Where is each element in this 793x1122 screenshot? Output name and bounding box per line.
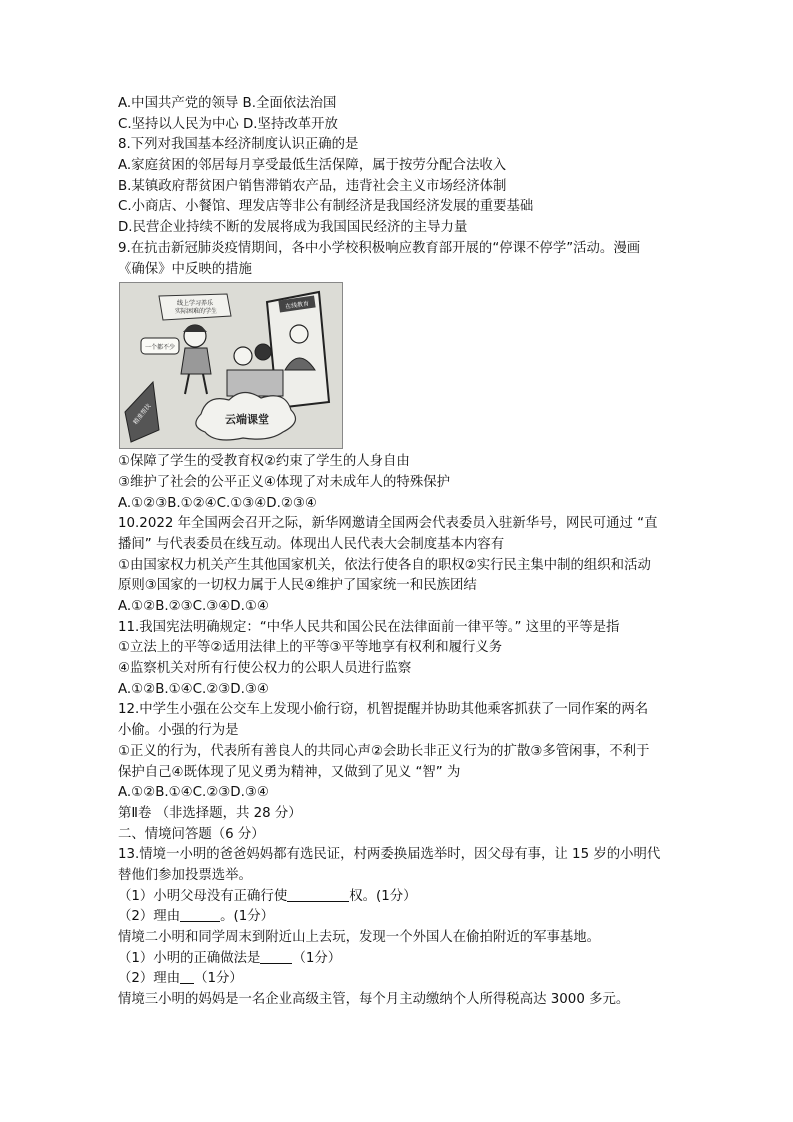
cartoon-sign-text-2: 实际困难的学生: [174, 308, 218, 316]
cartoon-bubble-text: 一个都不少: [144, 344, 176, 352]
scene-2: 情境二小明和同学周末到附近山上去玩，发现一个外国人在偷拍附近的军事基地。: [118, 930, 601, 945]
sub-question-text: （1分）: [194, 971, 243, 987]
text-line: 《确保》中反映的措施: [118, 261, 252, 277]
text-line: C.小商店、小餐馆、理发店等非公有制经济是我国经济发展的重要基础: [118, 199, 534, 215]
text-line: ①保障了学生的受教育权②约束了学生的人身自由: [118, 454, 410, 470]
question-8: 8.下列对我国基本经济制度认识正确的是: [118, 137, 359, 153]
section-title: 第Ⅱ卷 （非选择题，共 28 分）: [118, 805, 302, 821]
text-line: A.①②B.①④C.②③D.③④: [118, 785, 269, 801]
text-line: A.家庭贫困的邻居每月享受最低生活保障，属于按劳分配合法收入: [118, 158, 507, 174]
text-line: 小偷。小强的行为是: [118, 723, 239, 739]
text-line: 播间” 与代表委员在线互动。体现出人民代表大会制度基本内容有: [118, 536, 505, 552]
sub-question-text: （1分）: [292, 950, 342, 966]
sub-question-text: 。(1分）: [220, 909, 275, 925]
sub-question-2: [118, 907, 683, 928]
answer-blank[interactable]: [180, 907, 220, 922]
cartoon-building-text: 精准帮扶: [132, 402, 153, 427]
answer-blank[interactable]: [287, 887, 349, 902]
sub-question-text: （1）小明的正确做法是: [118, 950, 261, 966]
question-9: 9.在抗击新冠肺炎疫情期间，各中小学校积极响应教育部开展的“停课不停学”活动。漫画: [118, 240, 641, 256]
question-10: 10.2022 年全国两会召开之际，新华网邀请全国两会代表委员入驻新华号，网民可通过 “直: [118, 516, 658, 532]
text-line: A.①②③B.①②④C.①③④D.②③④: [118, 495, 317, 511]
answer-blank[interactable]: [180, 969, 194, 984]
cartoon-image: [119, 282, 343, 449]
text-line: ③维护了社会的公平正义④体现了对未成年人的特殊保护: [118, 474, 450, 490]
cartoon-cloud-text: 云端课堂: [225, 413, 269, 427]
sub-question-3: [118, 949, 683, 970]
question-13: 13.情境一小明的爸爸妈妈都有选民证，村两委换届选举时，因父母有事，让 15 岁的小明代: [118, 847, 661, 863]
sub-question-text: （2）理由: [118, 909, 181, 925]
question-12: 12.中学生小强在公交车上发现小偷行窃，机智提醒并协助其他乘客抓获了一同作案的两名: [118, 702, 649, 718]
sub-question-text: （1）小明父母没有正确行使: [118, 888, 288, 904]
text-line: ④监察机关对所有行使公权力的公职人员进行监察: [118, 661, 412, 677]
text-line: A.中国共产党的领导 B.全面依法治国: [118, 96, 337, 111]
text-line: C.坚持以人民为中心 D.坚持改革开放: [118, 116, 338, 132]
answer-blank[interactable]: [260, 949, 292, 964]
cartoon-board-text: 在线教育: [284, 300, 310, 311]
sub-question-text: （2）理由: [118, 971, 181, 987]
text-line: 原则③国家的一切权力属于人民④维护了国家统一和民族团结: [118, 578, 477, 594]
question-11: 11.我国宪法明确规定：“中华人民共和国公民在法律面前一律平等。” 这里的平等是指: [118, 619, 620, 635]
section-subtitle: 二、情境问答题（6 分）: [118, 826, 265, 842]
sub-question-1: [118, 887, 683, 908]
text-line: ①正义的行为，代表所有善良人的共同心声②会助长非正义行为的扩散③多管闲事，不利于: [118, 743, 650, 759]
text-line: D.民营企业持续不断的发展将成为我国国民经济的主导力量: [118, 220, 468, 236]
text-line: A.①②B.②③C.③④D.①④: [118, 599, 269, 614]
text-line: 替他们参加投票选举。: [118, 867, 252, 883]
cartoon-sign-text-1: 线上学习养乐: [176, 300, 214, 308]
scene-3: 情境三小明的妈妈是一名企业高级主管，每个月主动缴纳个人所得税高达 3000 多元。: [118, 992, 630, 1008]
text-line: B.某镇政府帮贫困户销售滞销农产品，违背社会主义市场经济体制: [118, 178, 507, 194]
text-line: 保护自己④既体现了见义勇为精神，又做到了见义 “智” 为: [118, 764, 461, 780]
text-line: ①由国家权力机关产生其他国家机关，依法行使各自的职权②实行民主集中制的组织和活动: [118, 557, 651, 573]
text-line: ①立法上的平等②适用法律上的平等③平等地享有权利和履行义务: [118, 640, 503, 656]
sub-question-4: [118, 969, 683, 990]
exam-page: [118, 94, 683, 1011]
sub-question-text: 权。(1分）: [349, 888, 417, 904]
text-line: A.①②B.①④C.②③D.③④: [118, 681, 269, 697]
